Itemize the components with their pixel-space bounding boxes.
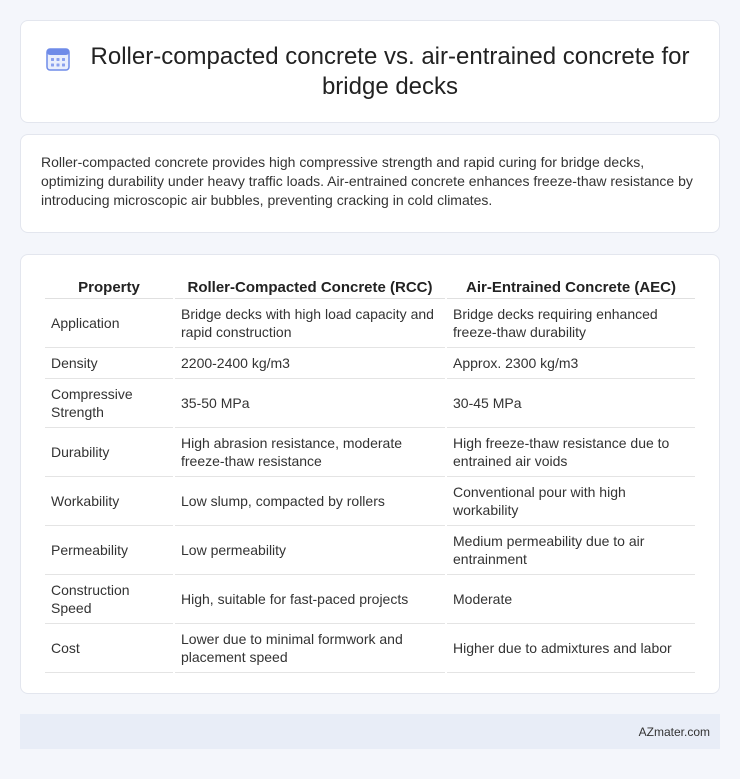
table-cell-property: Application — [45, 299, 173, 348]
comparison-table — [43, 275, 697, 673]
table-cell-property: Compressive Strength — [45, 379, 173, 428]
page-title: Roller-compacted concrete vs. air-entrained concrete for bridge decks — [90, 42, 690, 100]
table-cell-rcc: Bridge decks with high load capacity and rapid construction — [175, 299, 445, 348]
table-cell-aec: Medium permeability due to air entrainment — [447, 526, 695, 575]
footer-brand: AZmater.com — [638, 724, 710, 739]
header-card — [20, 20, 720, 123]
table-cell-aec: 30-45 MPa — [447, 379, 695, 428]
table-cell-rcc: High, suitable for fast-paced projects — [175, 575, 445, 624]
table-row — [45, 299, 695, 348]
table-cell-aec: Bridge decks requiring enhanced freeze-thaw durability — [447, 299, 695, 348]
table-cell-property: Permeability — [45, 526, 173, 575]
table-cell-aec: Conventional pour with high workability — [447, 477, 695, 526]
table-row — [45, 477, 695, 526]
footer — [20, 714, 720, 749]
table-cell-property: Density — [45, 348, 173, 379]
table-cell-rcc: 2200-2400 kg/m3 — [175, 348, 445, 379]
table-row — [45, 348, 695, 379]
column-header-rcc: Roller-Compacted Concrete (RCC) — [175, 275, 445, 299]
comparison-table-card — [20, 254, 720, 694]
table-header-row — [45, 275, 695, 299]
calendar-icon — [45, 46, 71, 72]
table-row — [45, 428, 695, 477]
table-cell-aec: Moderate — [447, 575, 695, 624]
table-cell-property: Construction Speed — [45, 575, 173, 624]
table-cell-aec: High freeze-thaw resistance due to entrained air voids — [447, 428, 695, 477]
table-cell-aec: Approx. 2300 kg/m3 — [447, 348, 695, 379]
table-cell-rcc: High abrasion resistance, moderate freeze-thaw resistance — [175, 428, 445, 477]
table-cell-rcc: Lower due to minimal formwork and placement speed — [175, 624, 445, 673]
table-cell-aec: Higher due to admixtures and labor — [447, 624, 695, 673]
table-row — [45, 379, 695, 428]
table-row — [45, 526, 695, 575]
table-cell-rcc: Low permeability — [175, 526, 445, 575]
column-header-property: Property — [45, 275, 173, 299]
summary-text: Roller-compacted concrete provides high compressive strength and rapid curing for bridge decks, optimizing durability under heavy traffic loads. Air-entrained concrete enhances freeze-thaw resistance by introducing microscopic air bubbles, preventing cracking in cold climates. — [41, 154, 693, 208]
table-cell-rcc: Low slump, compacted by rollers — [175, 477, 445, 526]
table-cell-rcc: 35-50 MPa — [175, 379, 445, 428]
table-row — [45, 624, 695, 673]
summary-card — [20, 134, 720, 233]
column-header-aec: Air-Entrained Concrete (AEC) — [447, 275, 695, 299]
table-cell-property: Workability — [45, 477, 173, 526]
header — [45, 42, 695, 102]
table-row — [45, 575, 695, 624]
table-cell-property: Cost — [45, 624, 173, 673]
table-cell-property: Durability — [45, 428, 173, 477]
